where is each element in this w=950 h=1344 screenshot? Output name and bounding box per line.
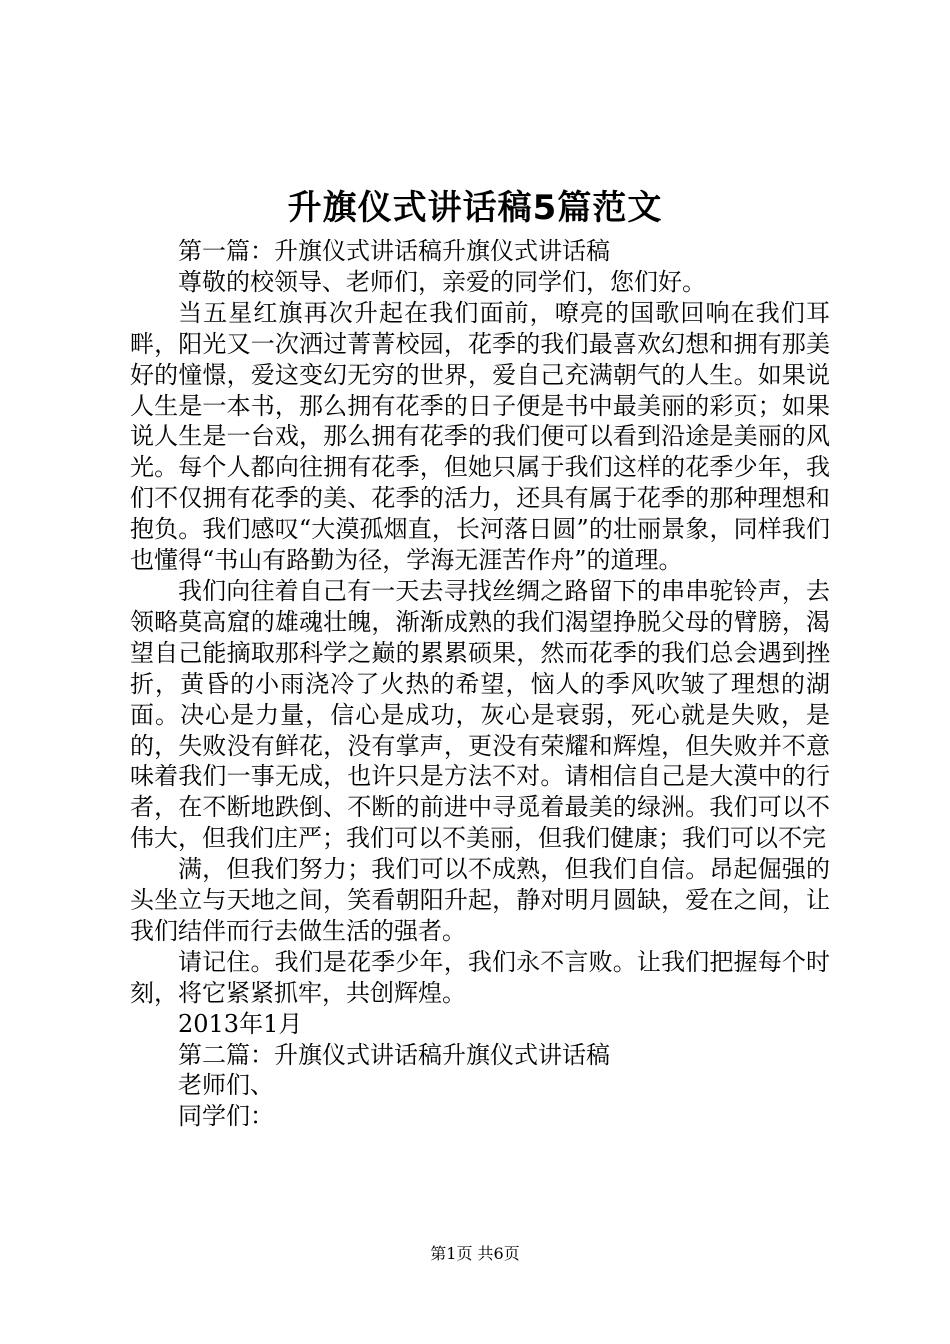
section-heading-1: 第一篇：升旗仪式讲话稿升旗仪式讲话稿 [178,237,610,265]
date-line: 2013年1月 [178,1009,303,1038]
document-title: 升旗仪式讲话稿5篇范文 [287,188,663,228]
salutation-line: 同学们： [178,1102,274,1131]
paragraph: 我们向往着自己有一天去寻找丝绸之路留下的串串驼铃声，去领略莫高窟的雄魂壮魄，渐渐成熟的我们渴望挣脱父母的臂膀，渴望自己能摘取那科学之巅的累累硕果，然而花季的我们总会遇到挫折，黄昏的小雨浇冷了火热的希望，恼人的季风吹皱了理想的湖面。决心是力量，信心是成功，灰心是衰弱，死心就是失败，是的，失败没有鲜花，没有掌声，更没有荣耀和辉煌，但失败并不意味着我们一事无成，也许只是方法不对。请相信自己是大漠中的行者，在不断地跌倒、不断的前进中寻觅着最美的绿洲。我们可以不伟大，但我们庄严；我们可以不美丽，但我们健康；我们可以不完 [130,576,830,853]
paragraph: 当五星红旗再次升起在我们面前，嘹亮的国歌回响在我们耳畔，阳光又一次洒过菁菁校园，花季的我们最喜欢幻想和拥有那美好的憧憬，爱这变幻无穷的世界，爱自己充满朝气的人生。如果说人生是一本书，那么拥有花季的日子便是书中最美丽的彩页；如果说人生是一台戏，那么拥有花季的我们便可以看到沿途是美丽的风光。每个人都向往拥有花季，但她只属于我们这样的花季少年，我们不仅拥有花季的美、花季的活力，还具有属于花季的那种理想和抱负。我们感叹“大漠孤烟直，长河落日圆”的壮丽景象，同样我们也懂得“书山有路勤为径，学海无涯苦作舟”的道理。 [130,298,830,575]
section-heading-2: 第二篇：升旗仪式讲话稿升旗仪式讲话稿 [178,1040,610,1069]
page-footer: 第1页 共6页 [430,1244,520,1263]
paragraph: 满，但我们努力；我们可以不成熟，但我们自信。昂起倔强的头坐立与天地之间，笑看朝阳升起，静对明月圆缺，爱在之间，让我们结伴而行去做生活的强者。 [130,855,830,945]
greeting: 尊敬的校领导、老师们，亲爱的同学们，您们好。 [178,267,706,296]
salutation-line: 老师们、 [178,1071,274,1100]
document-body [130,236,830,1132]
paragraph: 请记住。我们是花季少年，我们永不言败。让我们把握每个时刻，将它紧紧抓牢，共创辉煌。 [130,947,830,1007]
